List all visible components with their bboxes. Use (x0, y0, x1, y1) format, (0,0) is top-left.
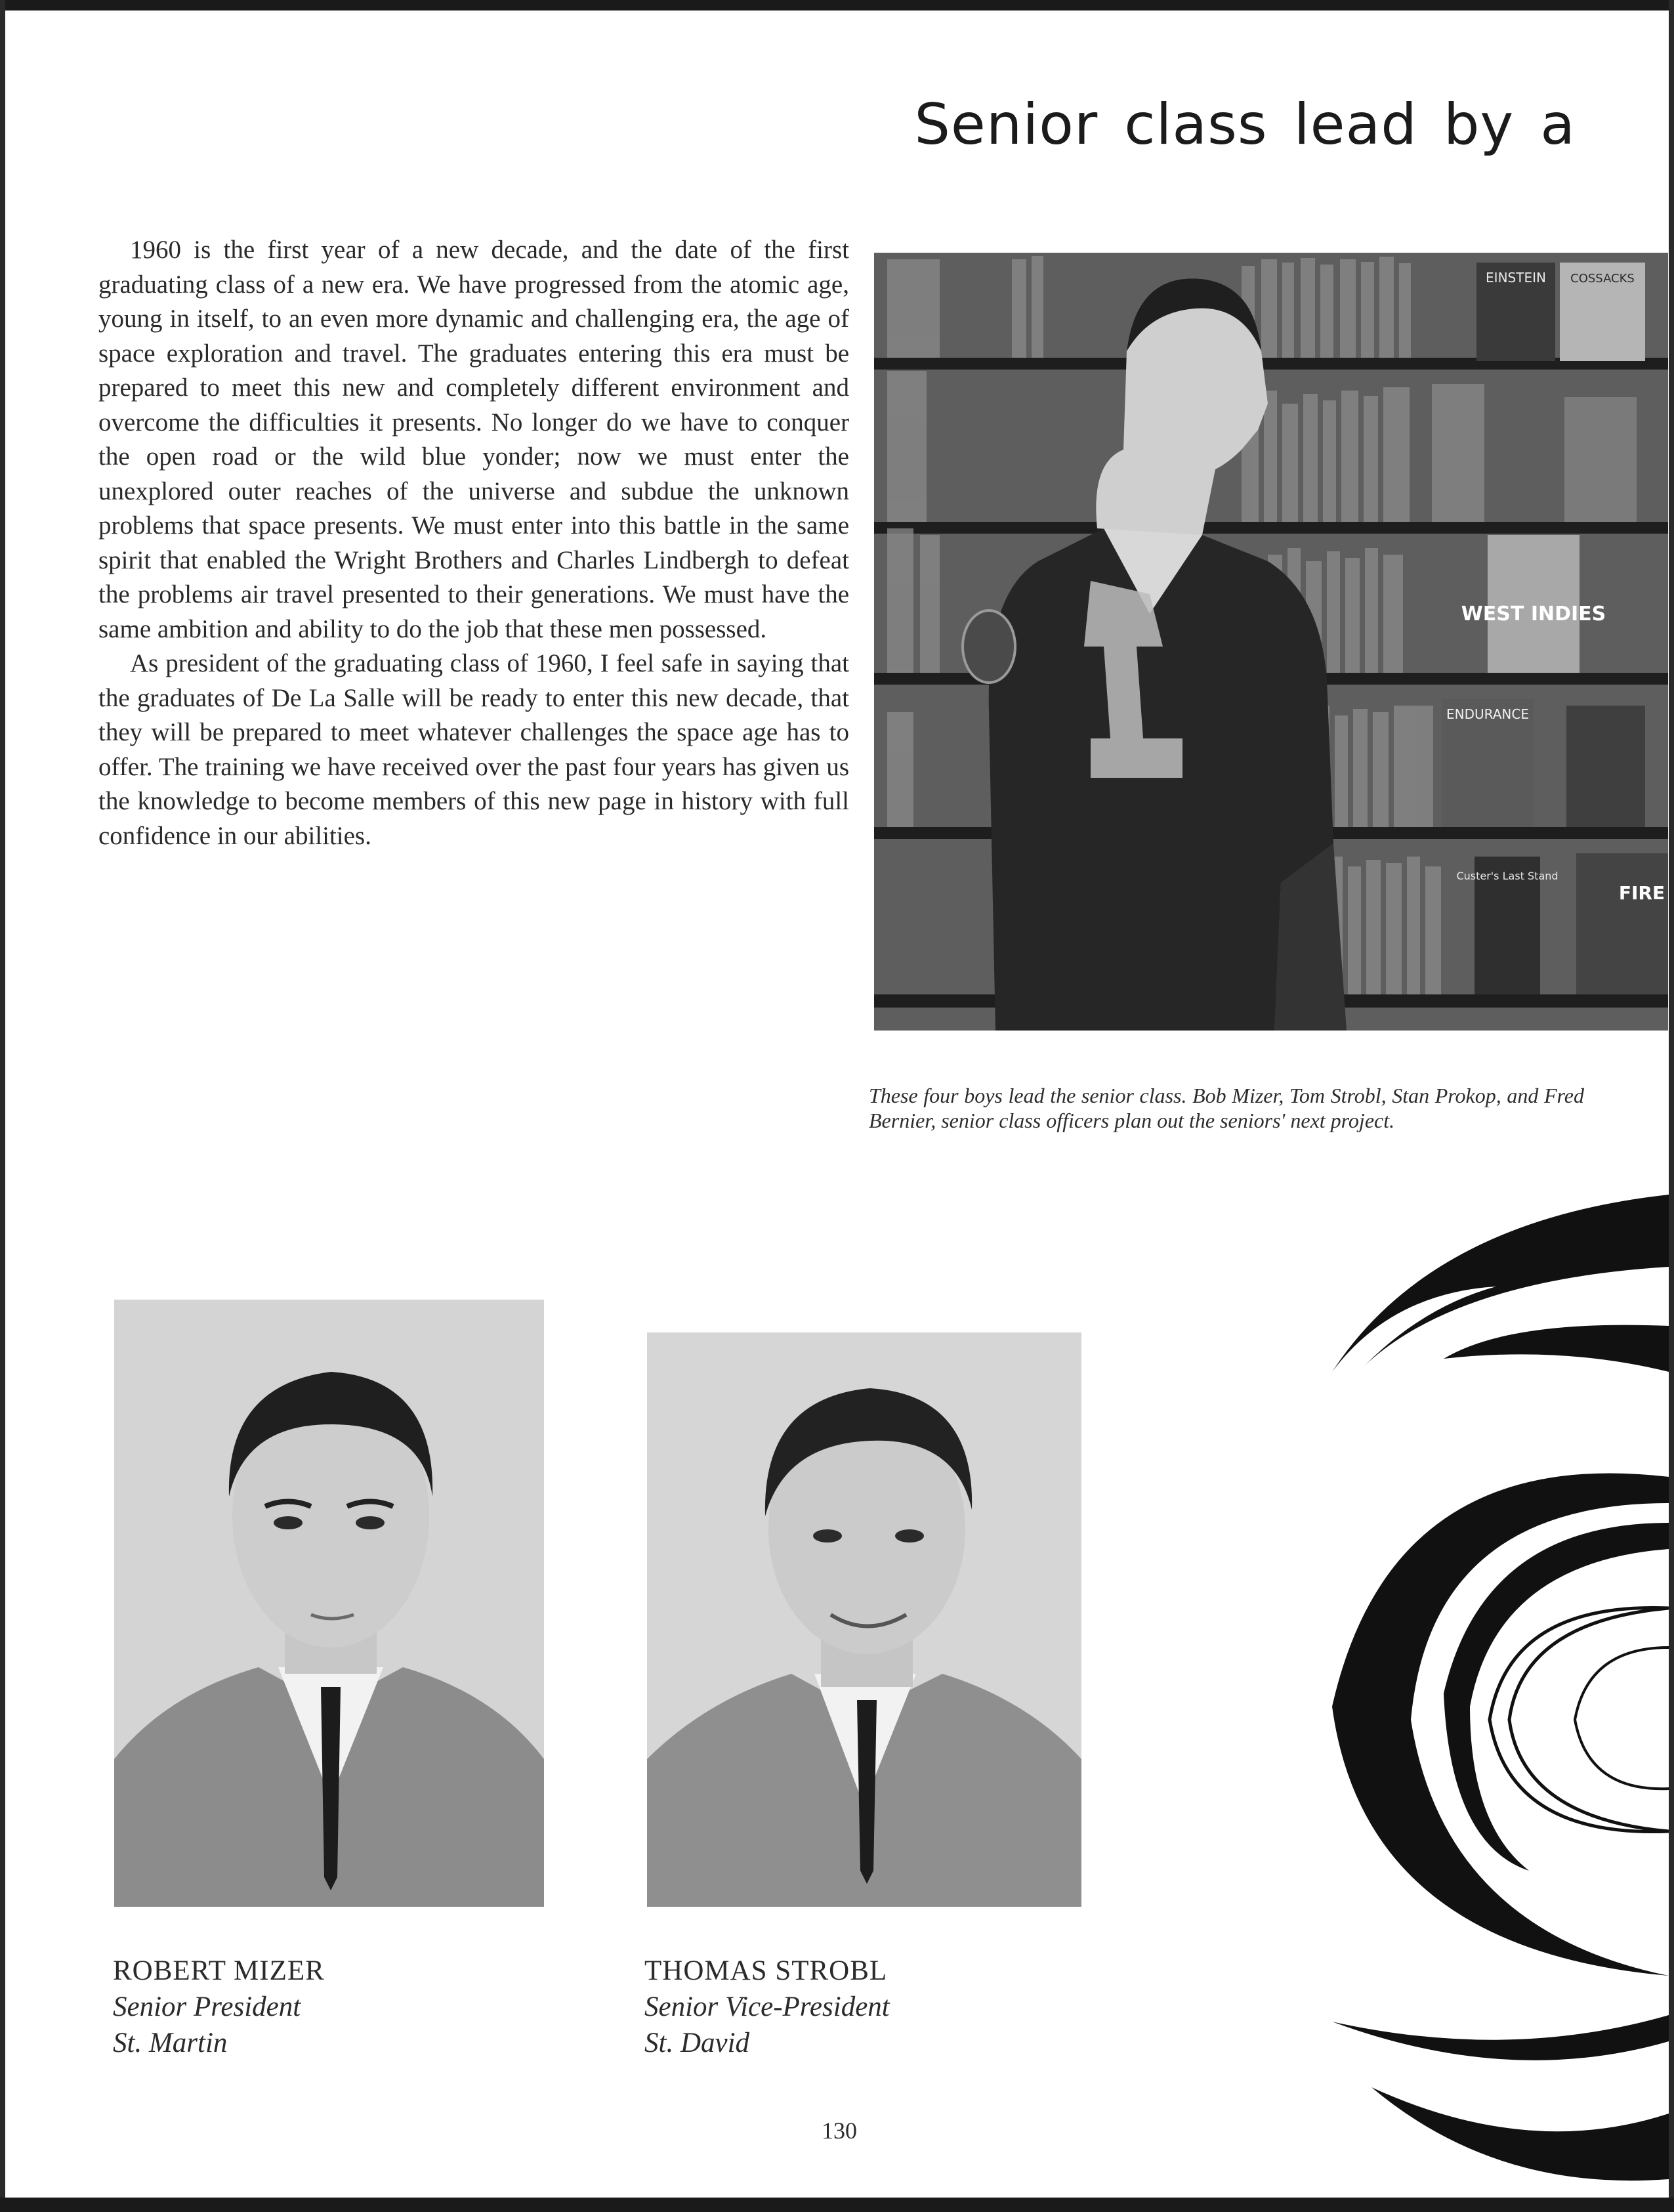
headline-word: a (1540, 92, 1576, 158)
book-title: WEST INDIES (1461, 603, 1606, 626)
officers-photo (874, 253, 1668, 1031)
book-cover (1566, 706, 1645, 827)
book-title: EINSTEIN (1486, 270, 1546, 286)
officer-caption (113, 1953, 325, 2061)
portrait-thomas-strobl (647, 1332, 1081, 1907)
officer-parish: St. Martin (113, 2028, 228, 2058)
article-paragraph: As president of the graduating class of 1960, I feel safe in saying that the graduates of De La Salle will be ready to enter this new decade, that they will be prepared to meet whatever challenges the space age has to offer. The training we have received over the past four years has given us the knowledge to become members of this new page in history with full confidence in our abilities. (98, 649, 849, 850)
portrait-image (647, 1332, 1081, 1907)
officer-role: Senior President (113, 1991, 301, 2022)
page-frame-top (0, 0, 1674, 11)
headline-word: Senior (914, 92, 1099, 158)
page-headline (914, 92, 1576, 158)
officer-name: ROBERT MIZER (113, 1955, 325, 1986)
book-title: COSSACKS (1570, 272, 1635, 286)
page-frame-bottom (0, 2198, 1674, 2212)
decorative-swirl-graphic (1312, 1195, 1669, 2199)
officer-caption (644, 1953, 890, 2061)
officer-role: Senior Vice-President (644, 1991, 890, 2022)
officer-parish: St. David (644, 2028, 750, 2058)
portrait-robert-mizer (114, 1300, 544, 1907)
article-body (98, 233, 849, 853)
article-paragraph: 1960 is the first year of a new decade, and the date of the first graduating class of a new era. We have progressed from the atomic age, young in itself, to an even more dynamic and challenging era, the age of space exploration and travel. The graduates entering this era must be prepared to meet this new and completely different environment and overcome the difficulties it presents. No longer do we have to conquer the open road or the wild blue yonder; now we must enter the unexplored outer reaches of the universe and subdue the unknown problems that space presents. We must enter into this battle in the same spirit that enabled the Wright Brothers and Charles Lindbergh to defeat the problems air travel presented to their generations. We must have the same ambition and ability to do the job that these men possessed. (98, 236, 849, 643)
book-title: ENDURANCE (1446, 706, 1529, 722)
officer-name: THOMAS STROBL (644, 1955, 888, 1986)
page-frame-left (0, 0, 5, 2212)
page-number: 130 (822, 2117, 857, 2144)
photo-caption: These four boys lead the senior class. Bob Mizer, Tom Strobl, Stan Prokop, and Fred Bernier, senior class officers plan out the seniors' next project. (869, 1084, 1584, 1132)
book-cover (1576, 853, 1668, 994)
headline-word: lead (1293, 92, 1417, 158)
portrait-image (114, 1300, 544, 1907)
book-cover (1564, 397, 1637, 522)
headline-word: by (1443, 92, 1515, 158)
book-title: Custer's Last Stand (1456, 870, 1559, 882)
headline-word: class (1124, 92, 1268, 158)
page-frame-right (1669, 0, 1674, 2212)
book-title: FIRE (1618, 882, 1665, 904)
bookshelf-scene-image (874, 253, 1668, 1031)
